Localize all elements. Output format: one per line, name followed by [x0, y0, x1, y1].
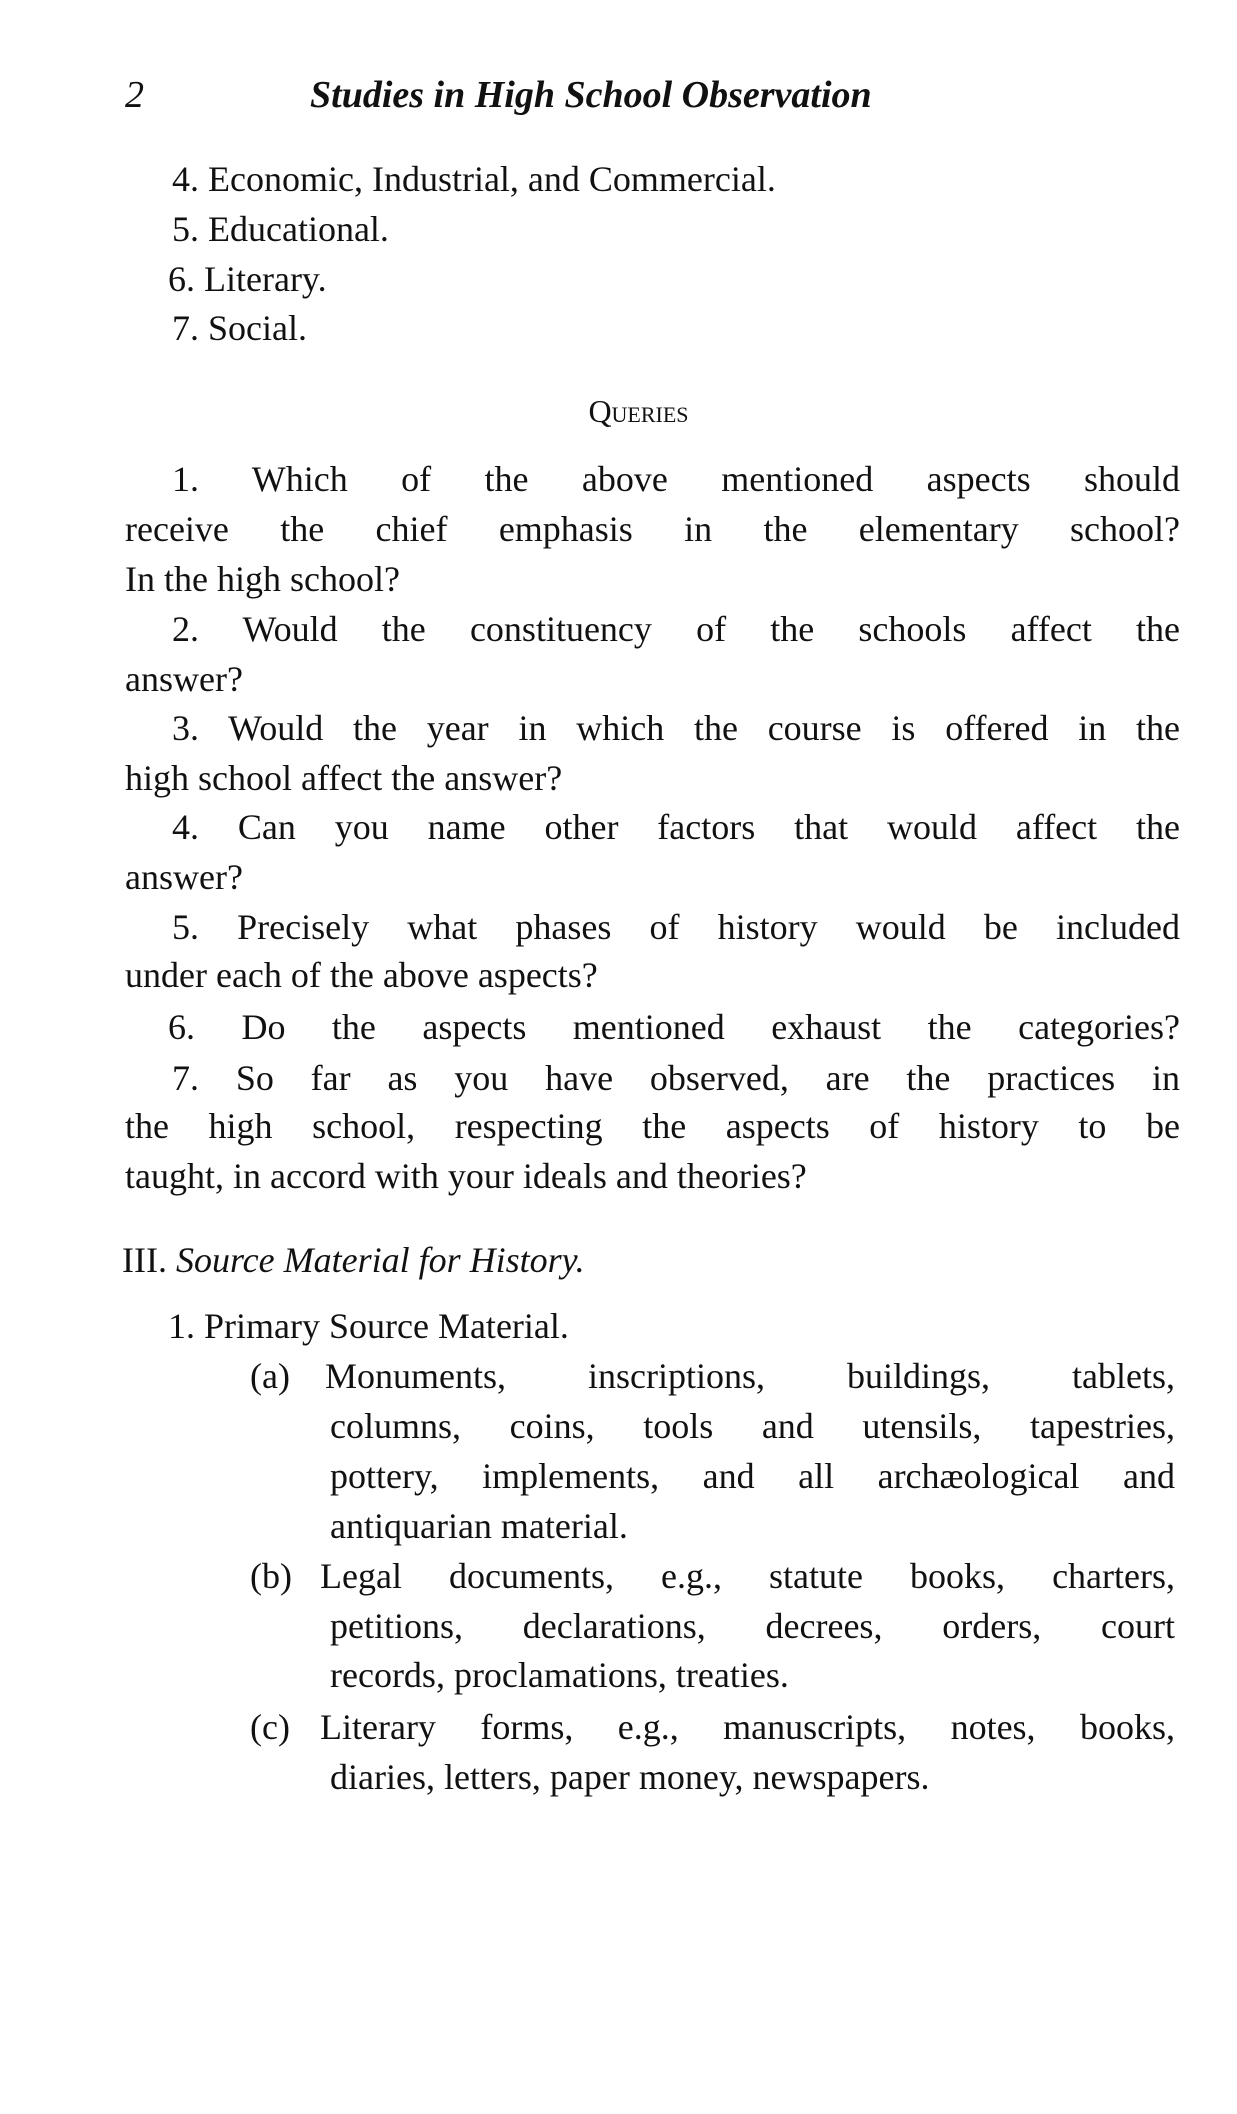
- item-text: Educational.: [208, 209, 389, 249]
- query-line: answer?: [125, 857, 243, 897]
- item-label: (c): [250, 1707, 290, 1747]
- item-number: 4.: [172, 159, 199, 199]
- list-item: [168, 254, 327, 304]
- query-line: 3. Would the year in which the course is offered in the: [172, 708, 1180, 748]
- item-text: Literary.: [204, 259, 327, 299]
- item-label: (b): [250, 1556, 292, 1596]
- item-text: Social.: [208, 308, 307, 348]
- list-item: [172, 204, 389, 254]
- query-line: 1. Which of the above mentioned aspects should: [172, 459, 1180, 499]
- item-line: Monuments, inscriptions, buildings, tablets,: [325, 1356, 1175, 1396]
- query-line: 7. So far as you have observed, are the practices in: [172, 1058, 1180, 1098]
- query-line: 4. Can you name other factors that would affect the: [172, 807, 1180, 847]
- section-numeral: III.: [122, 1240, 167, 1280]
- item-line: pottery, implements, and all archæological and: [330, 1456, 1175, 1496]
- subsection-number: 1.: [168, 1306, 195, 1346]
- query-line: 5. Precisely what phases of history would be included: [172, 907, 1180, 947]
- item-number: 5.: [172, 209, 199, 249]
- subsection-title: Primary Source Material.: [204, 1306, 569, 1346]
- subsection-heading: [168, 1301, 569, 1351]
- query-line: under each of the above aspects?: [125, 955, 598, 995]
- section-heading: [122, 1235, 585, 1285]
- item-text: Economic, Industrial, and Commercial.: [208, 159, 776, 199]
- section-title: Source Material for History.: [175, 1240, 585, 1280]
- item-line: Literary forms, e.g., manuscripts, notes, books,: [320, 1707, 1175, 1747]
- item-line: diaries, letters, paper money, newspapers.: [330, 1757, 930, 1797]
- query-line: high school affect the answer?: [125, 758, 563, 798]
- item-line: petitions, declarations, decrees, orders, court: [330, 1606, 1175, 1646]
- query-line: the high school, respecting the aspects of history to be: [125, 1106, 1180, 1146]
- item-number: 6.: [168, 259, 195, 299]
- query-line: 6. Do the aspects mentioned exhaust the categories?: [168, 1007, 1180, 1047]
- query-line: receive the chief emphasis in the elementary school?: [125, 509, 1180, 549]
- item-line: antiquarian material.: [330, 1506, 628, 1546]
- list-item: [172, 303, 307, 353]
- item-number: 7.: [172, 308, 199, 348]
- query-line: In the high school?: [125, 559, 400, 599]
- query-line: 2. Would the constituency of the schools affect the: [172, 609, 1180, 649]
- item-line: records, proclamations, treaties.: [330, 1655, 789, 1695]
- query-line: answer?: [125, 659, 243, 699]
- item-label: (a): [250, 1356, 290, 1396]
- item-line: Legal documents, e.g., statute books, charters,: [320, 1556, 1175, 1596]
- item-line: columns, coins, tools and utensils, tapestries,: [330, 1406, 1175, 1446]
- list-item: [172, 154, 776, 204]
- queries-heading: Queries: [588, 393, 689, 429]
- running-title: Studies in High School Observation: [310, 74, 872, 116]
- query-line: taught, in accord with your ideals and theories?: [125, 1156, 807, 1196]
- page-number: 2: [125, 74, 144, 116]
